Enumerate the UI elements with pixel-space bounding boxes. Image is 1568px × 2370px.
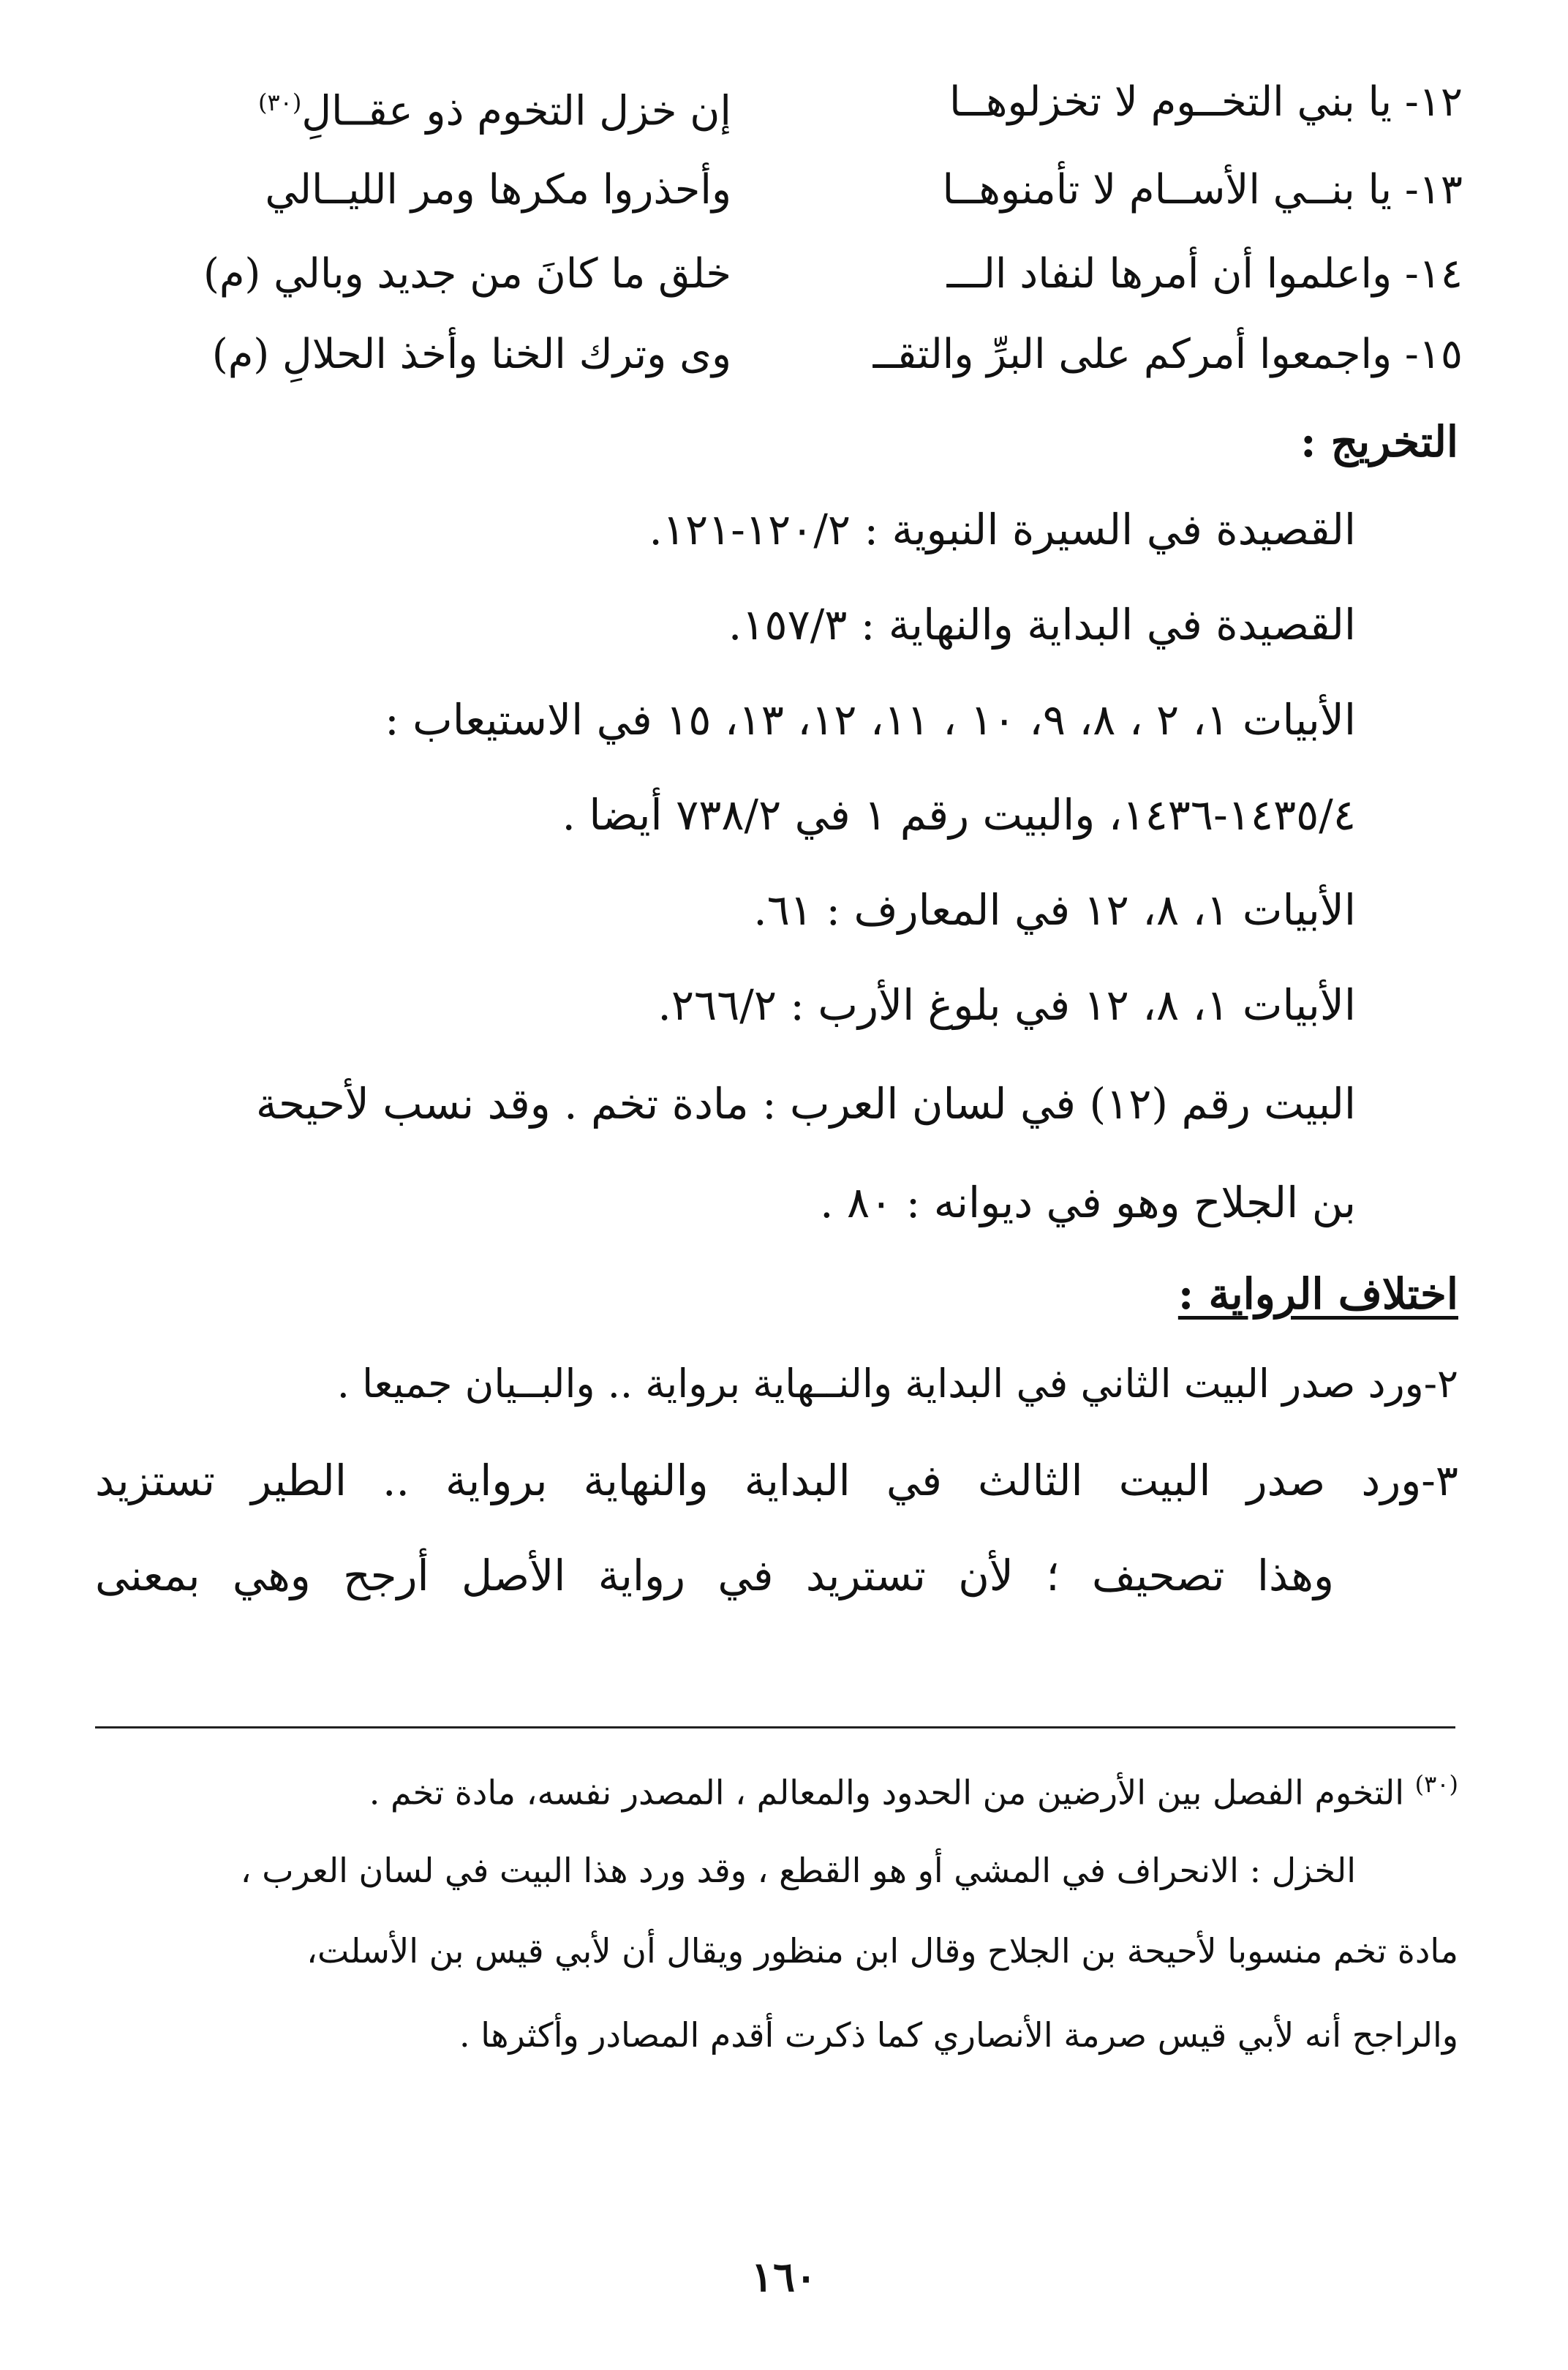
takhrij-line: القصيدة في البداية والنهاية : ١٥٧/٣.	[728, 600, 1356, 650]
verse-13	[88, 154, 1463, 227]
variants-heading: اختلاف الرواية :	[1177, 1269, 1458, 1319]
verse-14	[88, 238, 1463, 311]
takhrij-line: الأبيات ١، ٢ ، ٨، ٩، ١٠ ، ١١، ١٢، ١٣، ١٥ في الاستيعاب :	[385, 695, 1356, 745]
verse-12	[88, 66, 1463, 139]
footnote-line: الخزل : الانحراف في المشي أو هو القطع ، وقد ورد هذا البيت في لسان العرب ،	[240, 1851, 1356, 1890]
footnote-reference: (٣٠)	[258, 89, 302, 116]
verse-second-hemistich	[88, 238, 731, 311]
takhrij-line: القصيدة في السيرة النبوية : ١٢٠/٢-١٢١.	[649, 505, 1356, 554]
verse-first-hemistich	[804, 318, 1463, 391]
verse-second-text: وأحذروا مكرها ومر الليــالي	[265, 166, 731, 214]
footnote-line: والراجح أنه لأبي قيس صرمة الأنصاري كما ذكرت أقدم المصادر وأكثرها .	[459, 2015, 1458, 2055]
variant-item-2: ٣-ورد صدر البيت الثالث في البداية والنهاية برواية .. الطير تستزيد	[95, 1456, 1458, 1505]
verse-first-text: واعلموا أن أمرها لنفاد الـــ	[946, 250, 1392, 298]
verse-second-text: إن خزل التخوم ذو عقــالِ	[301, 87, 731, 135]
footnote-separator	[95, 1726, 1455, 1728]
takhrij-line: بن الجلاح وهو في ديوانه : ٨٠ .	[820, 1178, 1356, 1227]
verse-first-text: يا بني التخــوم لا تخزلوهــا	[949, 78, 1392, 126]
takhrij-line: البيت رقم (١٢) في لسان العرب : مادة تخم . وقد نسب لأحيحة	[255, 1079, 1356, 1129]
verse-second-hemistich	[88, 154, 731, 227]
takhrij-heading: التخريج :	[1300, 417, 1458, 467]
takhrij-line: الأبيات ١، ٨، ١٢ في بلوغ الأرب : ٢٦٦/٢.	[657, 980, 1356, 1030]
verse-first-text: واجمعوا أمركم على البرِّ والتقــ	[872, 331, 1392, 378]
footnote-number: (٣٠)	[1414, 1770, 1458, 1798]
verse-number: ١٤-	[1404, 250, 1463, 298]
takhrij-line: ١٤٣٥/٤-١٤٣٦، والبيت رقم ١ في ٧٣٨/٢ أيضا .	[562, 790, 1356, 840]
verse-second-text: وى وترك الخنا وأخذ الحلالِ (م)	[211, 331, 731, 378]
verse-number: ١٢-	[1404, 78, 1463, 126]
verse-first-hemistich	[804, 154, 1463, 227]
verse-first-text: يا بنــي الأســام لا تأمنوهــا	[942, 166, 1392, 214]
variant-item-2-continuation: وهذا تصحيف ؛ لأن تستريد في رواية الأصل أرجح وهي بمعنى	[95, 1551, 1334, 1600]
footnote-30	[369, 1770, 1458, 1812]
page-number: ١٦٠	[750, 2253, 818, 2301]
variant-item-1: ٢-ورد صدر البيت الثاني في البداية والنــهاية برواية .. والبــيان جميعا .	[336, 1361, 1458, 1407]
verse-second-text: خلق ما كانَ من جديد وبالي (م)	[203, 250, 731, 298]
verse-second-hemistich	[88, 66, 731, 148]
verse-number: ١٣-	[1404, 166, 1463, 214]
takhrij-line: الأبيات ١، ٨، ١٢ في المعارف : ٦١.	[753, 885, 1356, 935]
verse-number: ١٥-	[1404, 331, 1463, 378]
footnote-text: التخوم الفصل بين الأرضين من الحدود والمعالم ، المصدر نفسه، مادة تخم .	[369, 1772, 1405, 1813]
verse-first-hemistich	[804, 66, 1463, 139]
verse-second-hemistich	[88, 318, 731, 391]
verse-first-hemistich	[804, 238, 1463, 311]
verse-15	[88, 318, 1463, 391]
footnote-line: مادة تخم منسوبا لأحيحة بن الجلاح وقال ابن منظور ويقال أن لأبي قيس بن الأسلت،	[306, 1931, 1458, 1971]
